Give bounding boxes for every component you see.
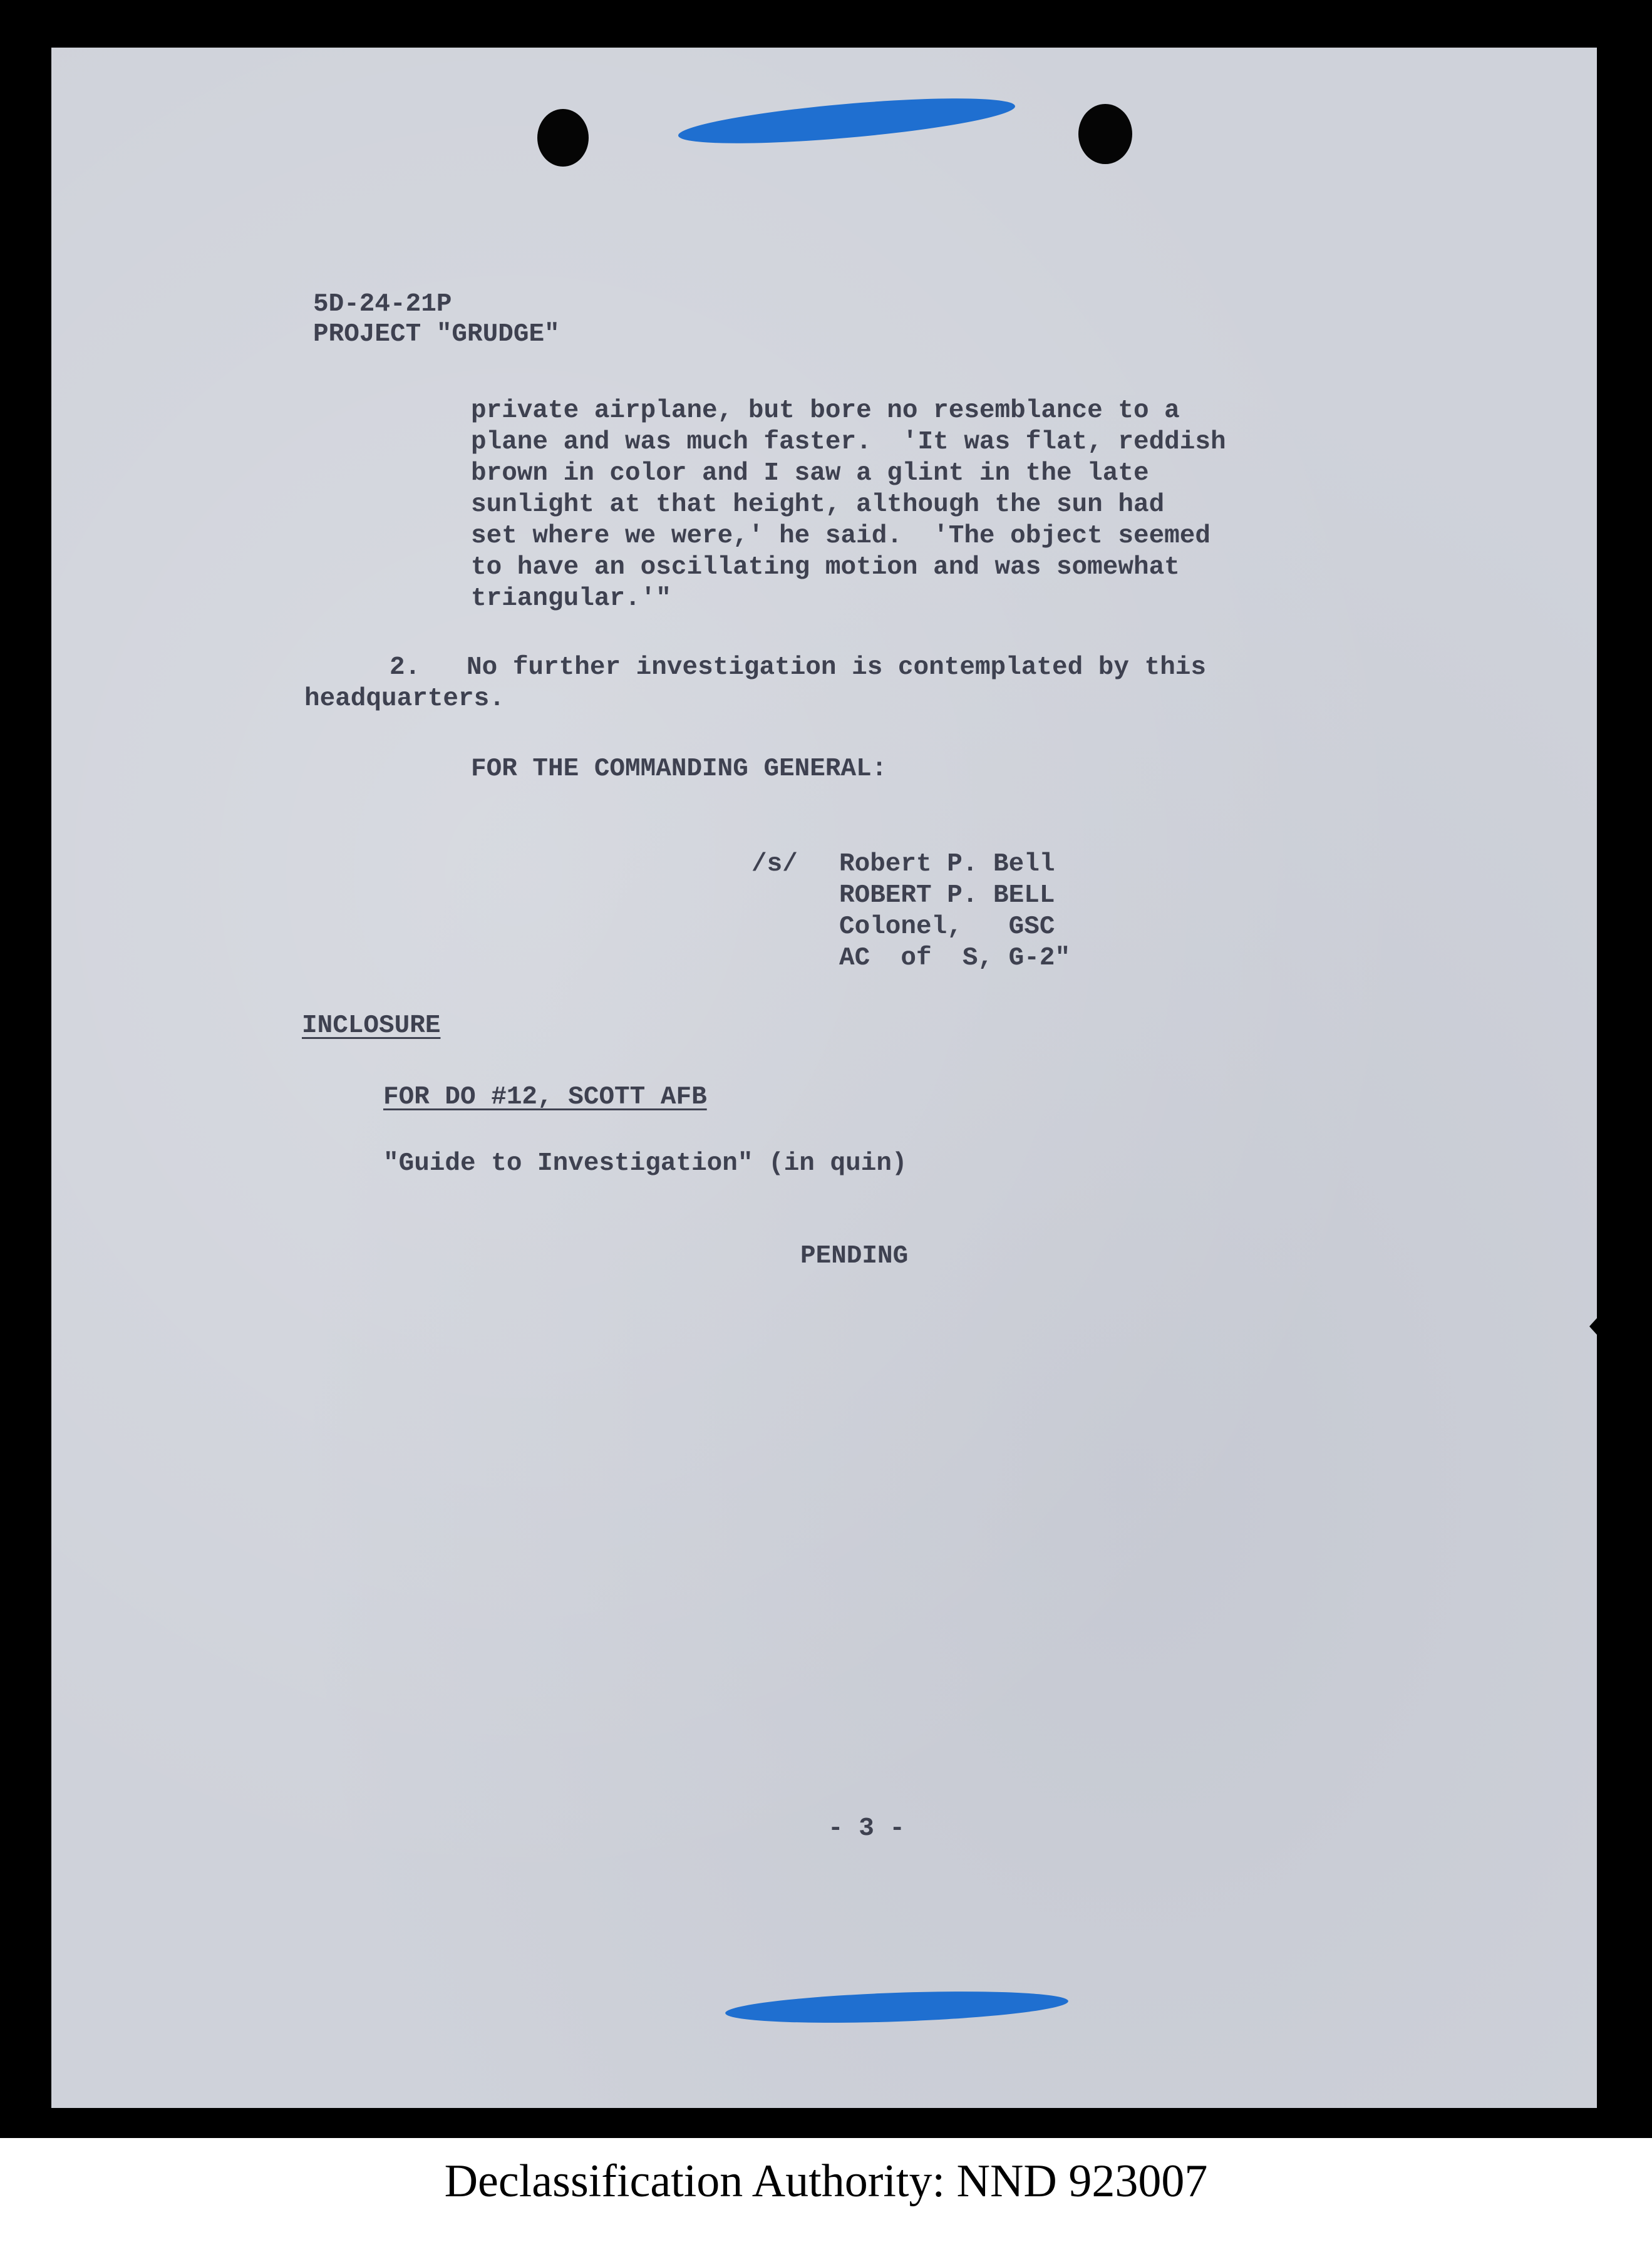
body-line: plane and was much faster. 'It was flat, reddish [471, 428, 1226, 457]
body-line: to have an oscillating motion and was somewhat [471, 553, 1180, 582]
body-line: private airplane, but bore no resemblance to a [471, 396, 1180, 425]
closing-line: FOR THE COMMANDING GENERAL: [471, 755, 887, 783]
signature-mark: /s/ [751, 850, 798, 879]
signed-name: Robert P. Bell [839, 850, 1055, 879]
inclosure-heading: INCLOSURE [302, 1011, 441, 1040]
page-number: - 3 - [828, 1814, 906, 1843]
project-name: PROJECT "GRUDGE" [313, 320, 560, 349]
file-number: 5D-24-21P [313, 290, 452, 319]
punch-hole-left [537, 109, 589, 167]
inclosure-item: "Guide to Investigation" (in quin) [383, 1149, 907, 1178]
paragraph-2-line: 2. No further investigation is contemplated by this [390, 653, 1207, 682]
body-line: triangular.'" [471, 584, 671, 613]
typed-name: ROBERT P. BELL [839, 881, 1055, 910]
paragraph-2-line: headquarters. [304, 684, 505, 713]
signatory-title: AC of S, G-2" [839, 944, 1071, 973]
blue-marker-stroke-bottom [725, 1986, 1068, 2027]
inclosure-recipient: FOR DO #12, SCOTT AFB [383, 1083, 707, 1112]
signatory-rank: Colonel, GSC [839, 912, 1055, 941]
body-line: brown in color and I saw a glint in the late [471, 459, 1149, 488]
body-line: sunlight at that height, although the sun had [471, 490, 1165, 519]
body-line: set where we were,' he said. 'The object seemed [471, 522, 1211, 550]
status-stamp: PENDING [800, 1242, 909, 1271]
declassification-footer: Declassification Authority: NND 923007 [444, 2156, 1208, 2207]
blue-marker-stroke-top [677, 90, 1017, 153]
paper-edge-notch [1589, 1313, 1602, 1340]
document-page [51, 48, 1597, 2108]
punch-hole-right [1078, 104, 1132, 164]
